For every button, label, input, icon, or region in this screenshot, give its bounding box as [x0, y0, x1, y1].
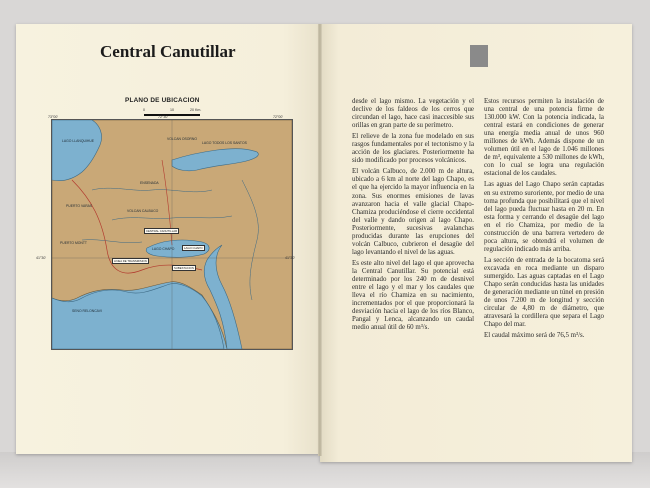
col1-paragraph: El relieve de la zona fue modelado en sus rasgos fundamentales por el tectonismo y la acción de los glaciares. Posteriormente ha sido modificado por procesos volcánicos. — [352, 133, 474, 165]
map-callout-subestacion: SUBESTACION — [174, 265, 194, 270]
col1-paragraph: desde el lago mismo. La vegetación y el declive de los faldeos de los cerros que circundan el lago, hace casi inaccesible sus orillas en gran parte de su perímetro. — [352, 98, 474, 130]
coord-top-right: 72°00' — [273, 115, 284, 119]
scale-bar-line — [144, 114, 200, 116]
coord-mid-left: 41°30' — [36, 256, 47, 260]
label-lago-llanquihue: LAGO LLANQUIHUE — [62, 139, 95, 143]
text-column-1 — [352, 98, 474, 335]
map-graphic — [52, 120, 292, 349]
coord-mid-right: 41°30' — [285, 256, 296, 260]
scale-label-0: 0 — [143, 108, 145, 112]
page-title: Central Canutillar — [100, 42, 236, 61]
booklet-spine — [318, 24, 322, 456]
label-ensenada: ENSENADA — [140, 181, 159, 185]
col2-paragraph: El caudal máximo será de 76,5 m³/s. — [484, 332, 585, 340]
text-column-2 — [484, 98, 604, 343]
col1-paragraph: Es este alto nivel del lago el que aprovecha la Central Canutillar. Su potencial está determinado por los 240 m de desnivel entre el lago y el mar y los caudales que lleva el río Chamiza en su nacimiento, incrementados por el que proporcionará la desviación hacia el lago de los ríos Blanco, Pangal y Lenca, alcanzando un caudal medio anual útil de 60 m³/s. — [352, 259, 474, 332]
label-seno-reloncavi: SENO RELONCAVI — [72, 309, 102, 313]
label-volcan-osorno: VOLCAN OSORNO — [167, 137, 197, 141]
label-puerto-varas: PUERTO VARAS — [66, 204, 93, 208]
col1-paragraph: El volcán Calbuco, de 2.000 m de altura, ubicado a 6 km al norte del lago Chapo, es el que ha ejercido la mayor influencia en la zona. Sus enormes emisiones de lavas avanzaron hacia el valle glacial Chapo-Chamiza produciéndose el cierre occidental del valle y dando origen al lago Chapo. Posteriormente, sucesivas avalanchas producidas durante las erupciones del volcán Calbuco, cubrieron el desagüe del lago levantando el nivel de las aguas. — [352, 168, 474, 256]
location-map — [51, 119, 296, 350]
coord-top-mid: 72°30' — [158, 115, 169, 119]
label-volcan-calbuco: VOLCAN CALBUCO — [127, 209, 159, 213]
col2-paragraph: Estos recursos permiten la instalación de una central de una potencia firme de 130.000 kW. Con la potencia indicada, la central estará en condiciones de generar una energía media anual de unos 960 millones de kWh. Además dispone de un volumen útil en el lago de 1.046 millones de m³, equivalente a 530 millones de kWh, con lo cual se logra una regulación estacional de los caudales. — [484, 98, 604, 178]
map-callout-central: CENTRAL CANUTILLAR — [146, 228, 178, 233]
label-lago-todos-los-santos: LAGO TODOS LOS SANTOS — [202, 141, 247, 145]
map-callout-linea: LINEA DE TRANSMISION — [114, 258, 147, 263]
coord-top-left: 73°00' — [48, 115, 59, 119]
scale-label-20: 20 Km. — [190, 108, 202, 112]
label-puerto-montt: PUERTO MONTT — [60, 241, 88, 245]
col2-paragraph: La sección de entrada de la bocatoma será excavada en roca mediante un disparo sumergido. Las aguas captadas en el Lago Chapo serán conducidas hasta las unidades de generación mediante un túnel en presión de unos 7.200 m de longitud y sección circular de 4,80 m de diámetro, que atravesará la cordillera que separa el Lago Chapo del mar. — [484, 256, 604, 329]
map-callout-chapo: LAGO CHAPO — [184, 245, 203, 250]
label-lago-chapo: LAGO CHAPO — [152, 247, 175, 251]
col2-paragraph: Las aguas del Lago Chapo serán captadas en su extremo suroriente, por medio de una toma profunda que posibilitará que el nivel del lago pueda fluctuar hasta en 20 m. En esta forma y cerrando el desagüe del lago en el río Chamiza, por medio de la construcción de una barrera vertedero de poca altura, se obtendrá el volumen de regulación indicado más arriba. — [484, 181, 604, 253]
scale-label-10: 10 — [170, 108, 174, 112]
company-logo-icon — [470, 45, 488, 67]
map-heading: PLANO DE UBICACION — [125, 97, 200, 104]
